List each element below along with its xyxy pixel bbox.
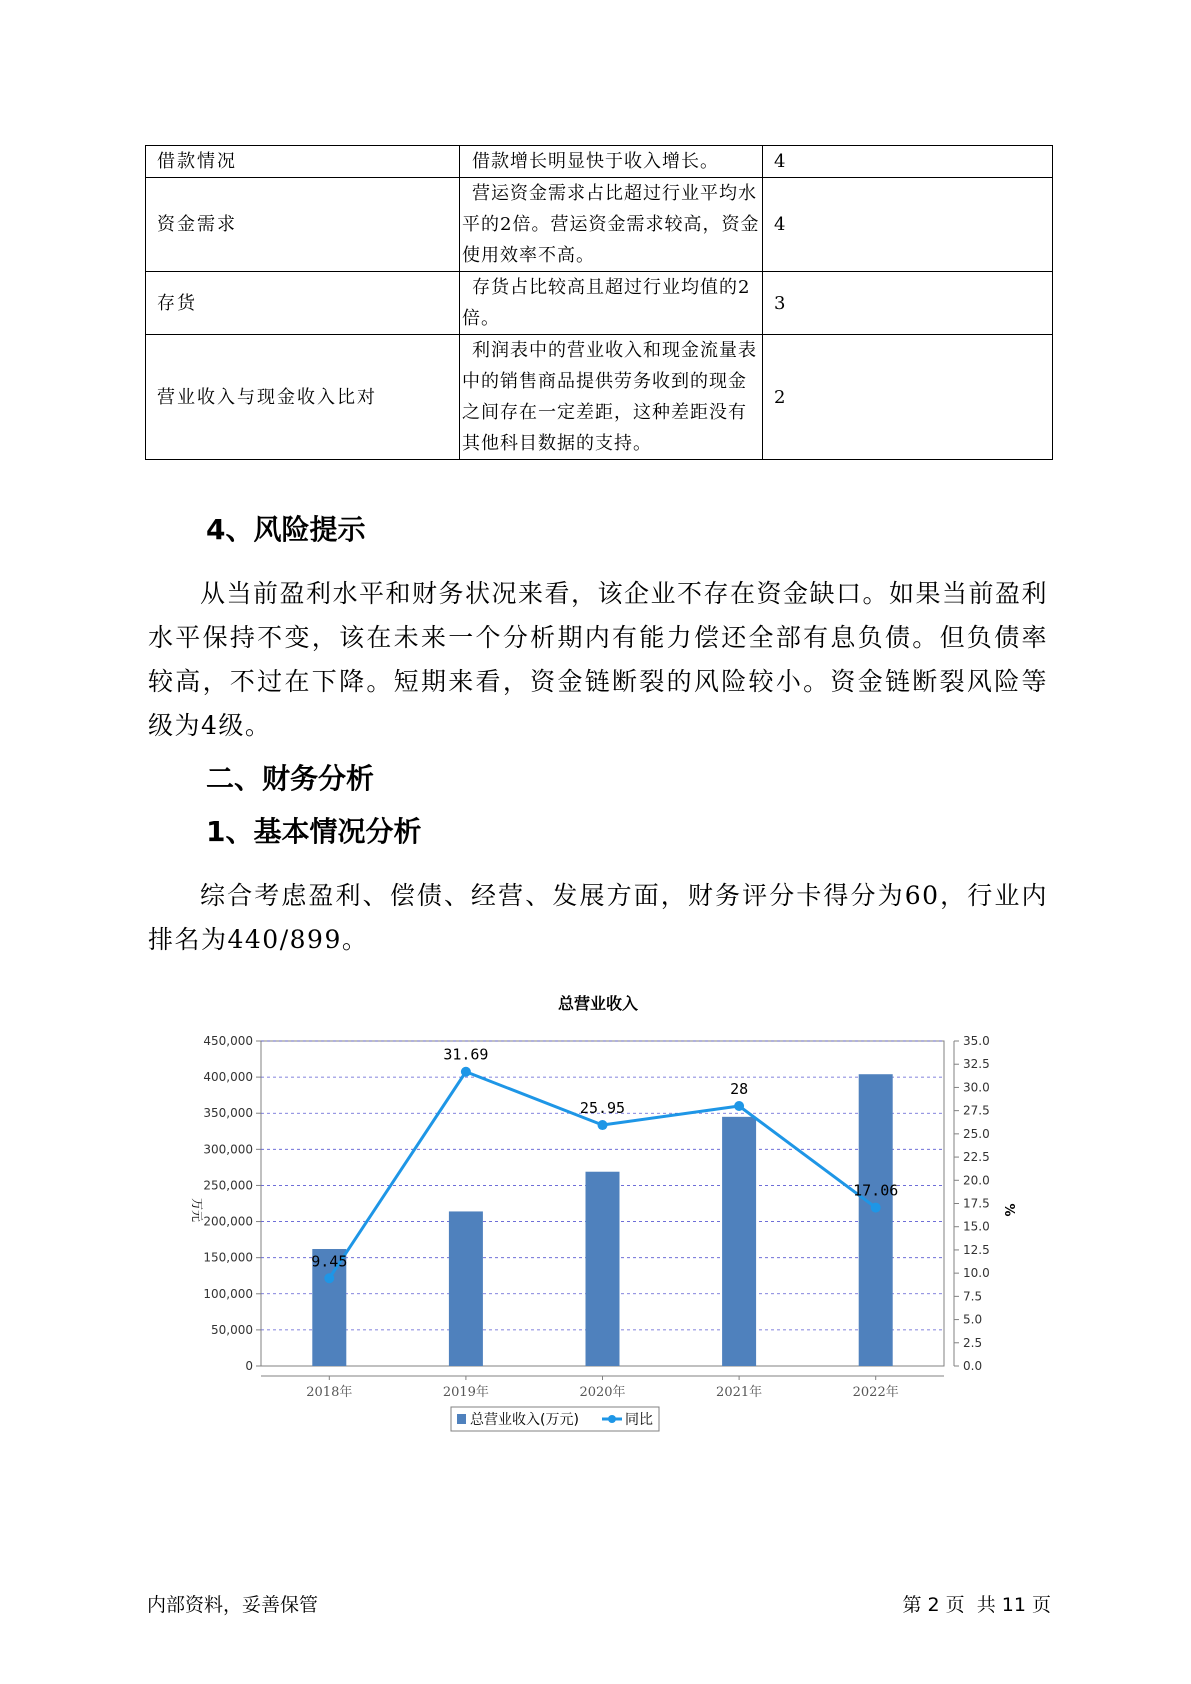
y-tick-label: 0 [245, 1359, 253, 1373]
y-axis-label: 万元 [190, 1197, 204, 1223]
risk-indicator-table [145, 145, 1053, 460]
y2-tick-label: 17.5 [963, 1196, 990, 1211]
line-point [324, 1273, 334, 1283]
table-cell-desc [460, 146, 763, 178]
desc-text: 借款增长明显快于收入增长。 [472, 151, 719, 172]
bar [586, 1172, 620, 1366]
y-axis-left [203, 1034, 261, 1373]
table-cell-item: 存货 [146, 272, 460, 335]
y2-tick-label: 12.5 [963, 1242, 990, 1257]
table-row [146, 272, 1053, 335]
y2-tick-label: 32.5 [963, 1057, 990, 1072]
x-tick-label: 2018年 [306, 1385, 353, 1400]
x-tick-label: 2019年 [442, 1385, 489, 1400]
table-cell-score: 4 [763, 146, 1053, 178]
line-point [461, 1067, 471, 1077]
footer-confidential: 内部资料，妥善保管 [147, 1594, 319, 1616]
bar [859, 1074, 893, 1366]
data-label: 9.45 [311, 1252, 348, 1271]
y2-tick-label: 15.0 [963, 1219, 990, 1234]
y-tick-label: 350,000 [203, 1106, 253, 1121]
y-tick-label: 450,000 [203, 1034, 253, 1048]
y2-tick-label: 22.5 [963, 1150, 990, 1165]
y-tick-label: 400,000 [203, 1070, 253, 1085]
y2-tick-label: 30.0 [963, 1080, 990, 1095]
table-cell-desc [460, 335, 763, 460]
y2-tick-label: 35.0 [963, 1034, 990, 1048]
y-tick-label: 150,000 [203, 1250, 253, 1265]
y-tick-label: 50,000 [211, 1322, 253, 1337]
y-axis-right [954, 1034, 990, 1373]
y2-tick-label: 10.0 [963, 1266, 990, 1281]
desc-text: 存货占比较高且超过行业均值的2倍。 [462, 277, 751, 329]
table-row [146, 178, 1053, 272]
y-tick-label: 250,000 [203, 1178, 253, 1193]
legend-line-label: 同比 [625, 1412, 653, 1428]
x-tick-label: 2022年 [852, 1385, 899, 1400]
chart-legend [451, 1407, 659, 1431]
y2-tick-label: 2.5 [963, 1335, 983, 1350]
legend-bar-swatch [457, 1414, 466, 1424]
data-label: 31.69 [443, 1045, 489, 1064]
bar-series [312, 1074, 892, 1366]
revenue-chart [165, 985, 1055, 1465]
y-tick-label: 100,000 [203, 1286, 253, 1301]
y2-tick-label: 25.0 [963, 1126, 990, 1141]
x-axis [261, 1376, 944, 1400]
legend-bar-label: 总营业收入(万元) [470, 1412, 579, 1428]
table-cell-item: 借款情况 [146, 146, 460, 178]
y2-axis-label: % [1001, 1203, 1016, 1217]
table-cell-score: 3 [763, 272, 1053, 335]
y2-tick-label: 0.0 [963, 1359, 983, 1373]
y-tick-label: 200,000 [203, 1214, 253, 1229]
y2-tick-label: 27.5 [963, 1103, 990, 1118]
section-heading-risk: 4、风险提示 [206, 513, 366, 546]
table-cell-item: 资金需求 [146, 178, 460, 272]
legend-line-marker [608, 1415, 616, 1423]
x-tick-label: 2021年 [716, 1385, 763, 1400]
subsection-heading-basic: 1、基本情况分析 [206, 815, 422, 848]
risk-paragraph: 从当前盈利水平和财务状况来看，该企业不存在资金缺口。如果当前盈利水平保持不变，该在未来一个分析期内有能力偿还全部有息负债。但负债率较高，不过在下降。短期来看，资金链断裂的风险较小。资金链断裂风险等级为4级。 [148, 579, 1049, 740]
y2-tick-label: 5.0 [963, 1312, 983, 1327]
revenue-chart-svg [165, 985, 1055, 1465]
section-heading-finance: 二、财务分析 [206, 762, 375, 795]
data-label: 17.06 [853, 1181, 899, 1200]
x-tick-label: 2020年 [579, 1385, 626, 1400]
desc-text: 利润表中的营业收入和现金流量表中的销售商品提供劳务收到的现金之间存在一定差距，这种差距没有其他科目数据的支持。 [462, 340, 757, 454]
y2-tick-label: 7.5 [963, 1289, 983, 1304]
table-cell-desc [460, 178, 763, 272]
data-label: 25.95 [579, 1099, 626, 1118]
y-tick-label: 300,000 [203, 1142, 253, 1157]
line-point [871, 1203, 881, 1213]
line-point [734, 1101, 744, 1111]
table-cell-item: 营业收入与现金收入比对 [146, 335, 460, 460]
data-label: 28 [730, 1080, 749, 1098]
table-cell-desc [460, 272, 763, 335]
line-point [598, 1120, 608, 1130]
chart-title: 总营业收入 [557, 994, 639, 1013]
bar [722, 1117, 756, 1366]
desc-text: 营运资金需求占比超过行业平均水平的2倍。营运资金需求较高，资金使用效率不高。 [462, 183, 760, 266]
finance-paragraph: 综合考虑盈利、偿债、经营、发展方面，财务评分卡得分为60，行业内排名为440/899。 [148, 881, 1048, 954]
table-row [146, 335, 1053, 460]
table-row [146, 146, 1053, 178]
bar [449, 1211, 483, 1366]
table-cell-score: 4 [763, 178, 1053, 272]
y2-tick-label: 20.0 [963, 1173, 990, 1188]
footer-page-number: 第 2 页 共 11 页 [902, 1594, 1051, 1616]
table-cell-score: 2 [763, 335, 1053, 460]
